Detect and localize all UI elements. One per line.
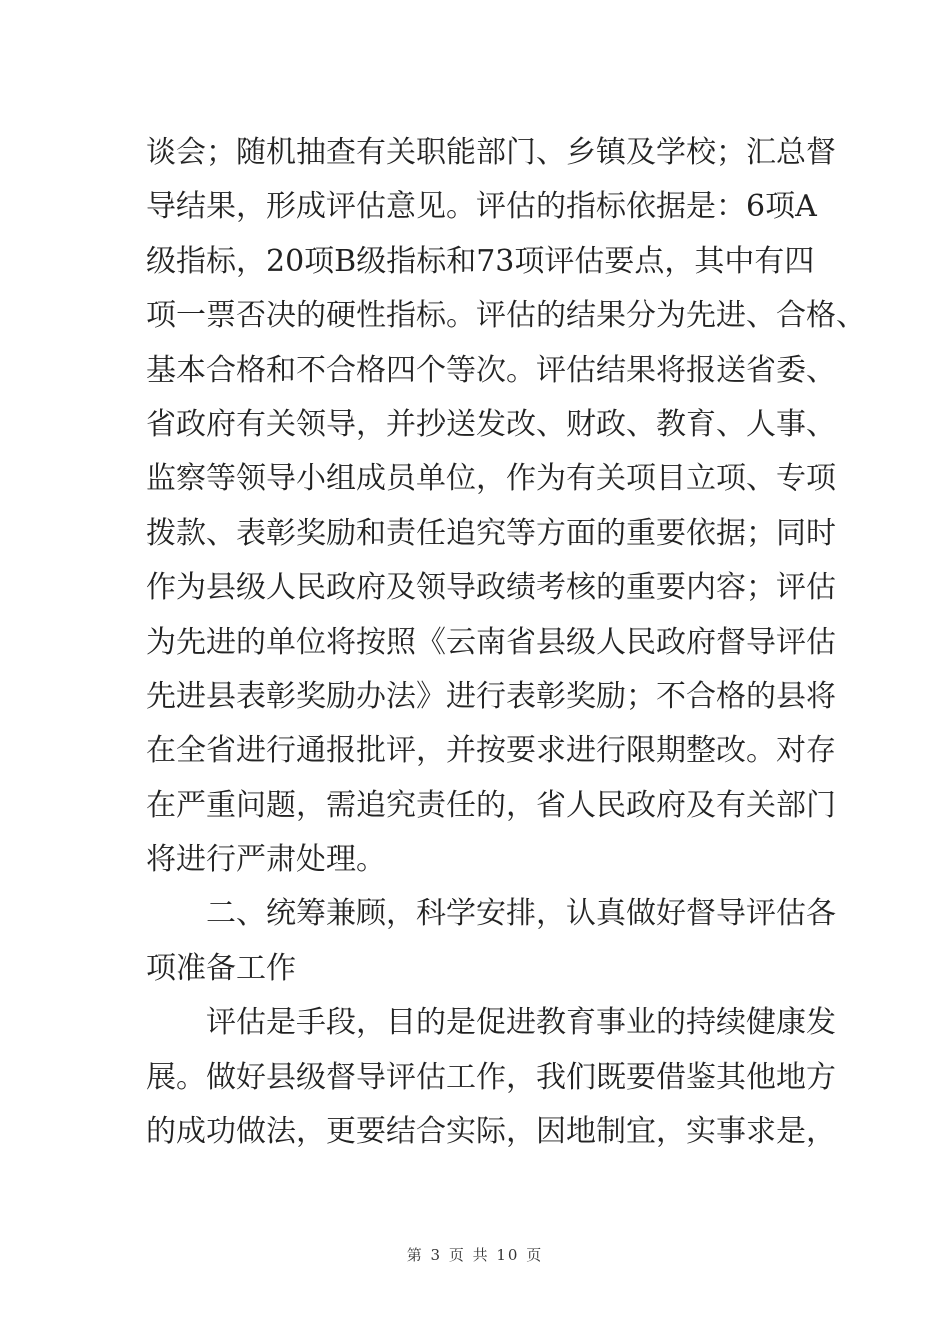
text-line: 级指标，20项B级指标和73项评估要点，其中有四 [146, 243, 815, 279]
text-line: 基本合格和不合格四个等次。评估结果将报送省委、 [146, 352, 836, 388]
text-line: 评估是手段，目的是促进教育事业的持续健康发 [206, 1005, 836, 1041]
text-line: 在全省进行通报批评，并按要求进行限期整改。对存 [146, 733, 836, 769]
text-line: 省政府有关领导，并抄送发改、财政、教育、人事、 [146, 406, 836, 442]
text-line: 的成功做法，更要结合实际，因地制宜，实事求是， [146, 1114, 836, 1150]
page-number-footer: 第 3 页 共 10 页 [406, 1246, 544, 1264]
body-text [146, 126, 866, 1159]
section-heading-line: 二、统筹兼顾，科学安排，认真做好督导评估各 [206, 896, 836, 932]
text-line: 监察等领导小组成员单位，作为有关项目立项、专项 [146, 461, 836, 497]
text-line: 作为县级人民政府及领导政绩考核的重要内容；评估 [146, 570, 836, 606]
text-line: 谈会；随机抽查有关职能部门、乡镇及学校；汇总督 [146, 135, 836, 170]
text-line: 导结果，形成评估意见。评估的指标依据是：6项A [146, 189, 817, 225]
text-line: 先进县表彰奖励办法》进行表彰奖励；不合格的县将 [146, 678, 836, 714]
text-line: 展。做好县级督导评估工作，我们既要借鉴其他地方 [146, 1059, 836, 1095]
text-line: 拨款、表彰奖励和责任追究等方面的重要依据；同时 [146, 515, 836, 551]
text-line: 在严重问题，需追究责任的，省人民政府及有关部门 [146, 787, 836, 823]
text-line: 为先进的单位将按照《云南省县级人民政府督导评估 [146, 624, 836, 660]
text-line: 项一票否决的硬性指标。评估的结果分为先进、合格、 [146, 298, 866, 334]
section-heading-line: 项准备工作 [146, 950, 296, 986]
text-line: 将进行严肃处理。 [146, 842, 386, 878]
